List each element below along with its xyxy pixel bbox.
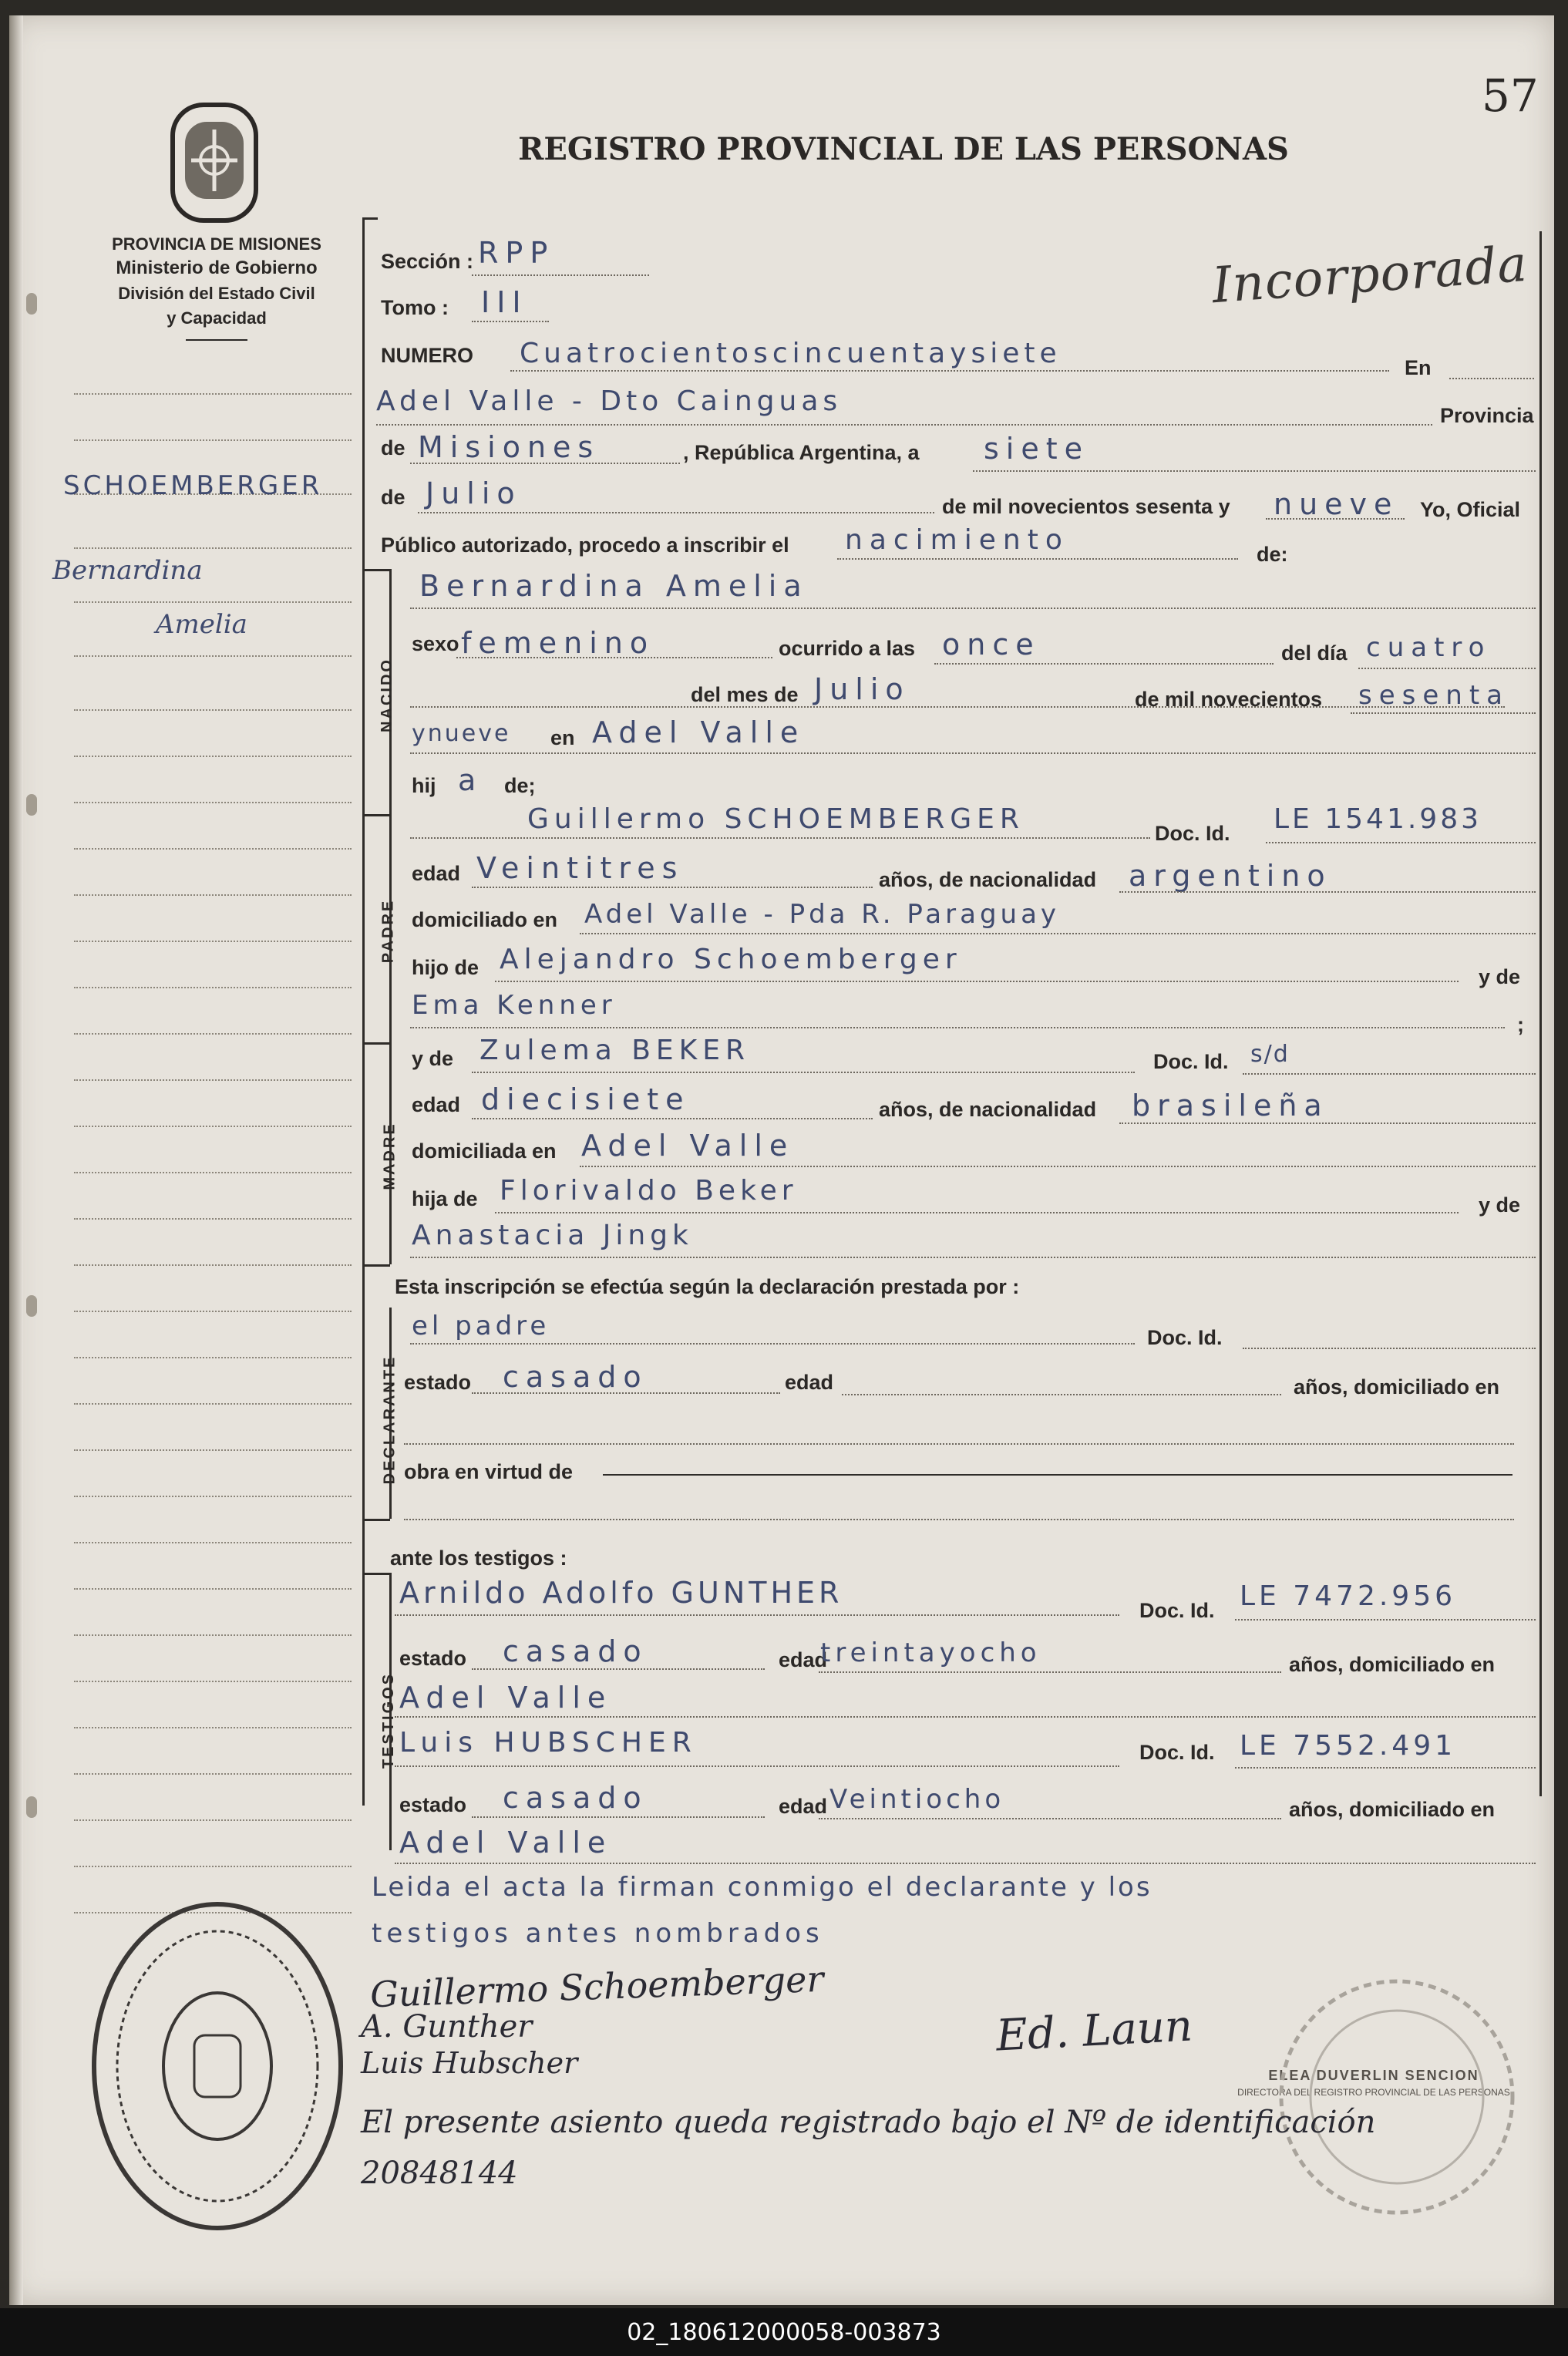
ocurrido-label: ocurrido a las [779,637,916,660]
provincia-label: Provincia [1440,404,1534,427]
provincia-value: Misiones [418,430,601,464]
register-page [9,15,1554,2305]
sexo-label: sexo [412,632,459,655]
padre-doc-value: LE 1541.983 [1274,803,1482,835]
seccion-value: RPP [478,236,555,270]
tomo-label: Tomo : [381,296,449,319]
republica-label: , República Argentina, a [683,441,920,464]
image-identifier: 02_180612000058-003873 [627,2319,941,2346]
firma-oficial: Ed. Laun [994,2001,1194,2062]
decl-obra-label: obra en virtud de [404,1460,574,1483]
en-label: En [1405,356,1432,379]
hora-value: once [942,628,1041,661]
testigo1-estado-label: estado [399,1647,467,1670]
section-declarante: DECLARANTE [381,1355,399,1485]
testigo2-edad-label: edad [779,1795,828,1818]
mes-value: Julio [426,476,522,510]
madre-anos-label: años, de nacionalidad [879,1098,1097,1121]
division-name-2: y Capacidad [167,308,267,328]
yo-oficial-label: Yo, Oficial [1420,498,1521,521]
provincial-crest-icon [160,99,268,228]
binding-shadow [9,15,23,2305]
testigo2-dom-value: Adel Valle [399,1826,613,1860]
padre-nombre-value: Guillermo SCHOEMBERGER [527,803,1025,835]
padre-madre-value: Ema Kenner [412,990,617,1021]
ministry-name: Ministerio de Gobierno [116,257,318,278]
decl-estado-value: casado [503,1360,648,1394]
testigo2-edad-value: Veintiocho [829,1784,1005,1815]
testigo2-estado-label: estado [399,1793,467,1816]
padre-hijo-label: hijo de [412,956,479,979]
padre-dom-value: Adel Valle - Pda R. Paraguay [584,899,1061,930]
anio-value: nueve [1274,487,1399,521]
madre-y-de-label: y de [412,1047,454,1070]
testigo1-edad-label: edad [779,1648,828,1671]
margin-given-name-2: Amelia [156,609,247,640]
margin-given-name-1: Bernardina [52,555,203,586]
padre-nac-value: argentino [1129,859,1332,893]
lugar-value: Adel Valle - Dto Cainguas [376,385,843,417]
firma-padre: Guillermo Schoemberger [369,1957,825,2016]
decl-edad-label: edad [785,1371,834,1394]
section-padre: PADRE [379,898,397,964]
madre-nombre-value: Zulema BEKER [479,1035,751,1066]
anio-nac-2-value: ynueve [412,720,511,747]
testigo1-estado-value: casado [503,1634,648,1668]
province-name: PROVINCIA DE MISIONES [112,234,321,254]
margin-surname: SCHOEMBERGER [63,470,323,501]
cierre-line-2: testigos antes nombrados [372,1918,824,1949]
declarante-value: el padre [412,1311,550,1341]
testigos-label: ante los testigos : [390,1547,567,1570]
decl-doc-label: Doc. Id. [1147,1326,1223,1349]
publico-label: Público autorizado, procedo a inscribir el [381,533,789,557]
madre-edad-label: edad [412,1093,461,1116]
section-madre: MADRE [381,1122,399,1190]
padre-anos-label: años, de nacionalidad [879,868,1097,891]
de-colon-label: de: [1257,543,1288,566]
register-title: REGISTRO PROVINCIAL DE LAS PERSONAS [518,131,1289,167]
madre-dom-label: domiciliada en [412,1139,557,1163]
testigo1-dom-value: Adel Valle [399,1681,613,1715]
page-number: 57 [1482,69,1539,122]
seccion-label: Sección : [381,250,474,273]
testigo1-doc-label: Doc. Id. [1139,1599,1215,1622]
firma-testigo-1: A. Gunther [361,2009,533,2045]
madre-y-de-label-2: y de [1479,1193,1521,1217]
mes-nac-value: Julio [814,672,910,706]
oficial-cargo: DIRECTORA DEL REGISTRO PROVINCIAL DE LAS PERSONAS [1237,2087,1510,2098]
madre-dom-value: Adel Valle [581,1129,795,1163]
hij-suffix-value: a [458,763,483,797]
en-label-2: en [550,726,575,749]
testigo1-edad-value: treintayocho [820,1637,1041,1668]
anio-nac-1-value: sesenta [1358,680,1509,711]
nombre-value: Bernardina Amelia [419,569,809,603]
declaracion-label: Esta inscripción se efectúa según la declaración prestada por : [395,1275,1020,1298]
tomo-value: III [481,285,528,319]
dia-value: siete [984,432,1090,466]
madre-padre-value: Florivaldo Beker [500,1175,798,1207]
de-semi-label: de; [504,774,536,797]
de-label-1: de [381,436,405,459]
decl-estado-label: estado [404,1371,472,1394]
section-nacido: NACIDO [378,658,395,732]
madre-nac-value: brasileña [1132,1089,1329,1122]
de-label-2: de [381,486,405,509]
firma-testigo-2: Luis Hubscher [361,2046,578,2080]
dia-nac-value: cuatro [1366,632,1492,663]
testigo1-doc-value: LE 7472.956 [1240,1580,1457,1612]
padre-semicolon: ; [1517,1013,1524,1036]
sexo-value: femenino [461,626,655,660]
section-testigos: TESTIGOS [380,1671,398,1769]
testigo2-estado-value: casado [503,1781,648,1815]
de-mil-label: de mil novecientos sesenta y [942,495,1230,518]
testigo2-doc-label: Doc. Id. [1139,1741,1215,1764]
del-dia-label: del día [1281,641,1348,665]
cierre-line-1: Leida el acta la firman conmigo el declarante y los [372,1872,1152,1903]
numero-label: NUMERO [381,344,473,367]
madre-madre-value: Anastacia Jingk [412,1220,693,1251]
provincial-seal-icon [79,1889,356,2243]
padre-edad-label: edad [412,862,461,885]
padre-doc-label: Doc. Id. [1155,822,1230,845]
decl-anos-label: años, domiciliado en [1294,1375,1500,1398]
incorporated-annotation: Incorporada [1210,235,1529,315]
numero-value: Cuatrocientoscincuentaysiete [520,338,1062,369]
testigo2-anos-label: años, domiciliado en [1289,1798,1496,1821]
madre-doc-label: Doc. Id. [1153,1050,1229,1073]
hij-label: hij [412,774,436,797]
lugar-nac-value: Adel Valle [592,715,806,749]
del-mes-label: del mes de [691,683,799,706]
padre-dom-label: domiciliado en [412,908,558,931]
testigo2-doc-value: LE 7552.491 [1240,1730,1457,1762]
madre-hija-label: hija de [412,1187,478,1210]
padre-padre-value: Alejandro Schoemberger [500,944,962,975]
testigo1-value: Arnildo Adolfo GUNTHER [399,1576,843,1610]
division-name: División del Estado Civil [118,284,315,303]
padre-y-de-label: y de [1479,965,1521,988]
de-mil-nov-label: de mil novecientos [1135,688,1323,711]
oficial-nombre: ELEA DUVERLIN SENCION [1268,2068,1479,2083]
madre-edad-value: diecisiete [481,1082,691,1116]
madre-doc-value: s/d [1250,1041,1290,1068]
acto-value: nacimiento [845,524,1069,556]
testigo2-value: Luis HUBSCHER [399,1727,698,1759]
registration-note: El presente asiento queda registrado bajo el Nº de identificación 20848144 [361,2105,1376,2191]
testigo1-anos-label: años, domiciliado en [1289,1653,1496,1676]
padre-edad-value: Veintitres [476,851,685,885]
